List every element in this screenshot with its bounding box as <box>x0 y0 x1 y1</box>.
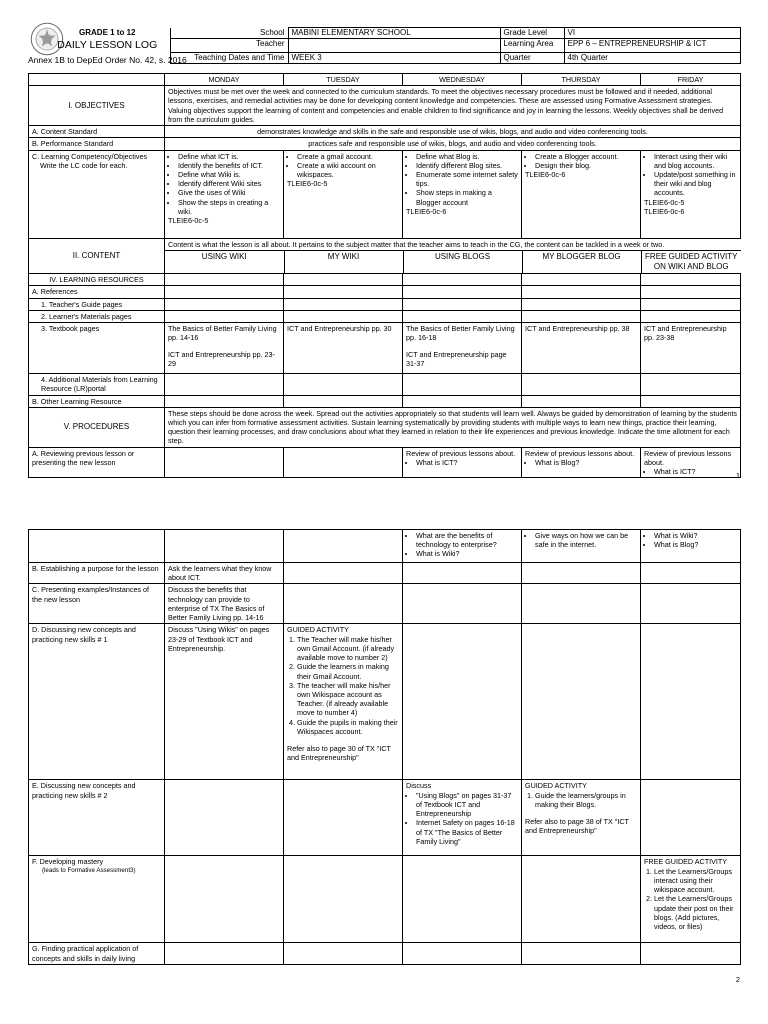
content-note: Content is what the lesson is all about. It pertains to the subject matter that the teacher aims to teach in the CG, the content can be tackled in a week or two. <box>165 239 741 251</box>
list-item: 1. The Teacher will make his/her own Gmail Account. (if already available move to number 2) <box>297 635 399 663</box>
day-friday: FRIDAY <box>641 74 741 86</box>
lc-code: TLEIE6-0c-5 <box>644 197 685 207</box>
proc-c-row <box>29 584 741 624</box>
list-item: • Give ways on how we can be safe in the internet. <box>535 531 637 549</box>
references-label: A. References <box>29 286 165 298</box>
discuss-label: Discuss <box>406 781 432 791</box>
content-title-monday: USING WIKI <box>165 250 284 273</box>
list-item: • Define what Wiki is. <box>178 170 280 179</box>
list-item: • Define what ICT is. <box>178 152 280 161</box>
proc-d-monday: "Using Wikis" on pages 23-29 of Textbook ICT and Entrepreneurship. <box>168 625 270 653</box>
annex-note: Annex 1B to DepEd Order No. 42, s. 2016 <box>28 55 187 65</box>
list-item: • Create a gmail account. <box>297 152 399 161</box>
list-item: 1. Guide the learners/groups in making their Blogs. <box>535 791 637 809</box>
objectives-heading: I. OBJECTIVES <box>29 86 165 126</box>
learning-area-value: EPP 6 – ENTREPRENEURSHIP & ICT <box>564 39 740 52</box>
proc-f-sub: (leads to Formative Assessment3) <box>42 866 136 874</box>
list-item: • Identify different Wiki sites <box>178 179 280 188</box>
list-item: • What is Blog? <box>654 540 737 549</box>
quarter-value: 4th Quarter <box>564 52 740 63</box>
reference-note: Refer also to page 38 of TX "ICT and Entrepreneurship" <box>525 817 629 836</box>
competencies-tuesday <box>284 150 403 238</box>
proc-f-label: F. Developing mastery <box>32 857 104 867</box>
proc-a-row <box>29 447 741 478</box>
proc-c-label: C. Presenting examples/Instances of the new lesson <box>29 584 165 624</box>
discuss-label: Discuss <box>168 625 194 635</box>
grade-level-label: Grade Level <box>500 28 564 39</box>
resources-heading: IV. LEARNING RESOURCES <box>29 274 165 286</box>
objectives-note: Objectives must be met over the week and connected to the curriculum standards. To meet the objectives necessary procedures must be followed and if needed, additional lessons, exercises, and remedial activities may be done for developing content knowledge and competencies. These are assessed using Formative Assessment strategies. Valuing objectives support the learning of content and competencies and enable children to find significance and joy in learning the lessons. Weekly objectives shall be derived from the curriculum guides. <box>165 86 741 126</box>
procedures-heading: V. PROCEDURES <box>29 407 165 447</box>
list-item: • Show the steps in creating a wiki. <box>178 198 280 216</box>
list-item: • Give the uses of Wiki <box>178 188 280 197</box>
discuss-label: Discuss <box>168 585 194 595</box>
other-resource-label: B. Other Learning Resource <box>29 395 165 407</box>
textbook-ref: The Basics of Better Family Living pp. 16-18 <box>406 324 515 343</box>
competencies-sub: Write the LC code for each. <box>40 160 128 170</box>
dates-label: Teaching Dates and Time <box>170 52 288 63</box>
list-item: • What is ICT? <box>654 467 737 476</box>
competencies-friday <box>641 150 741 238</box>
proc-e-label: E. Discussing new concepts and practicing new skills # 2 <box>29 780 165 856</box>
list-item: • Update/post something in their wiki and blog accounts. <box>654 170 737 198</box>
dates-value: WEEK 3 <box>288 52 500 63</box>
textbook-row <box>29 323 741 374</box>
proc-b-row <box>29 563 741 584</box>
list-item: 2. Guide the learners in making their Gmail Account. <box>297 662 399 680</box>
list-item: 1. Let the Learners/Groups interact using their wikispace account. <box>654 867 737 895</box>
proc-d-label: D. Discussing new concepts and practicing new skills # 1 <box>29 624 165 780</box>
additional-materials-label: 4. Additional Materials from Learning Resource (LR)portal <box>29 374 165 395</box>
textbook-ref: ICT and Entrepreneurship pp. 23-29 <box>168 349 275 368</box>
content-title-tuesday: MY WIKI <box>284 250 403 273</box>
list-item: • Design their blog. <box>535 161 637 170</box>
proc-f-row <box>29 856 741 943</box>
learning-area-label: Learning Area <box>500 39 564 52</box>
list-item: 4. Guide the pupils in making their Wikispaces account. <box>297 718 399 736</box>
list-item: • "Using Blogs" on pages 31-37 of Textbook ICT and Entrepreneurship <box>416 791 518 819</box>
performance-standard-text: practices safe and responsible use of wikis, blogs, and audio and video conferencing tools. <box>165 138 741 150</box>
proc-e-row <box>29 780 741 856</box>
textbook-label: 3. Textbook pages <box>29 323 165 374</box>
list-item: • What is Wiki? <box>654 531 737 540</box>
lc-code: TLEIE6-0c-6 <box>406 206 447 216</box>
proc-g-row <box>29 943 741 965</box>
quarter-label: Quarter <box>500 52 564 63</box>
list-item: 2. Let the Learners/Groups update their post on their blogs. (Add pictures, videos, or files) <box>654 894 737 931</box>
list-item: • Identify the benefits of ICT. <box>178 161 280 170</box>
list-item: • What is Wiki? <box>416 549 518 558</box>
content-title-thursday: MY BLOGGER BLOG <box>522 250 641 273</box>
proc-g-label: G. Finding practical application of concepts and skills in daily living <box>29 943 165 965</box>
list-item: • Create a wiki account on wikispaces. <box>297 161 399 179</box>
list-item: • Show steps in making a Blogger account <box>416 188 518 206</box>
performance-standard-label: B. Performance Standard <box>29 138 165 150</box>
proc-a-label: A. Reviewing previous lesson or presenting the new lesson <box>29 447 165 478</box>
review-label: Review of previous lessons about. <box>525 448 635 458</box>
day-thursday: THURSDAY <box>522 74 641 86</box>
review-label: Review of previous lessons about. <box>406 448 516 458</box>
school-label: School <box>170 28 288 39</box>
page-number: 2 <box>735 975 740 984</box>
guided-activity-title: GUIDED ACTIVITY <box>525 781 587 791</box>
competencies-wednesday <box>403 150 522 238</box>
competencies-row <box>29 150 741 238</box>
teacher-value <box>288 39 500 52</box>
list-item: 3. The teacher will make his/her own Wikispace account as Teacher. (if already available move to number 4) <box>297 681 399 718</box>
content-heading: II. CONTENT <box>29 238 165 274</box>
proc-c-monday: the benefits that technology can provide to enterprise of TX The Basics of Better Family Living pp. 14-16 <box>168 585 265 623</box>
content-standard-text: demonstrates knowledge and skills in the safe and responsible use of wikis, blogs, and audio and video conferencing tools. <box>165 126 741 138</box>
list-item: • What is ICT? <box>416 458 518 467</box>
list-item: • Identify different Blog sites. <box>416 161 518 170</box>
free-guided-activity-title: FREE GUIDED ACTIVITY <box>644 857 728 867</box>
day-wednesday: WEDNESDAY <box>403 74 522 86</box>
textbook-ref: ICT and Entrepreneurship pp. 38 <box>525 324 630 334</box>
competencies-label: C. Learning Competency/Objectives <box>32 151 148 161</box>
lesson-log-table-page1 <box>28 73 741 478</box>
competencies-thursday <box>522 150 641 238</box>
grade-level-value: VI <box>564 28 740 39</box>
list-item: • Define what Blog is. <box>416 152 518 161</box>
list-item: • Create a Blogger account. <box>535 152 637 161</box>
day-header-row <box>29 74 741 86</box>
day-tuesday: TUESDAY <box>284 74 403 86</box>
textbook-ref: ICT and Entrepreneurship page 31-37 <box>406 349 507 368</box>
proc-b-monday: Ask the learners what they know about ICT. <box>165 563 284 584</box>
page-number: 1 <box>735 471 740 480</box>
review-label: Review of previous lessons about. <box>644 448 732 467</box>
tg-label: 1. Teacher's Guide pages <box>29 298 165 310</box>
content-title-wednesday: USING BLOGS <box>403 250 522 273</box>
guided-activity-title: GUIDED ACTIVITY <box>287 625 349 635</box>
lc-code: TLEIE6-0c-6 <box>525 169 566 179</box>
list-item: • Enumerate some internet safety tips. <box>416 170 518 188</box>
content-title-friday: FREE GUIDED ACTIVITY ON WIKI AND BLOG <box>641 250 741 273</box>
proc-d-row <box>29 624 741 780</box>
textbook-ref: The Basics of Better Family Living pp. 14-16 <box>168 324 277 343</box>
lesson-log-table-page2 <box>28 529 741 965</box>
list-item: • Internet Safety on pages 16-18 of TX "The Basics of Better Family Living" <box>416 818 518 846</box>
teacher-label: Teacher <box>170 39 288 52</box>
grade-range: GRADE 1 to 12 <box>28 28 170 39</box>
proc-b-label: B. Establishing a purpose for the lesson <box>29 563 165 584</box>
day-monday: MONDAY <box>165 74 284 86</box>
log-title: DAILY LESSON LOG <box>28 39 170 52</box>
lm-label: 2. Learner's Materials pages <box>29 310 165 322</box>
list-item: • What is Blog? <box>535 458 637 467</box>
lc-code: TLEIE6-0c-5 <box>287 179 328 189</box>
competencies-monday <box>165 150 284 238</box>
school-value: MABINI ELEMENTARY SCHOOL <box>288 28 500 39</box>
textbook-ref: ICT and Entrepreneurship pp. 30 <box>287 324 392 334</box>
reference-note: Refer also to page 30 of TX "ICT and Entrepreneurship" <box>287 744 391 763</box>
proc-a-continued-row <box>29 530 741 563</box>
textbook-ref: ICT and Entrepreneurship pp. 23-38 <box>644 324 727 343</box>
lc-code: TLEIE6-0c-6 <box>644 206 685 216</box>
lc-code: TLEIE6-0c-5 <box>168 216 209 226</box>
content-row <box>29 238 741 274</box>
procedures-note: These steps should be done across the week. Spread out the activities appropriately so that students will learn well. Always be guided by demonstration of learning by the students which you can infer from formative assessment activities. Sustain learning systematically by providing students with multiple ways to learn new things, practice their learning, question their learning processes, and draw conclusions about what they learned in relation to their life experiences and previous knowledge. Indicate the time allotment for each step. <box>165 407 741 447</box>
list-item: • Interact using their wiki and blog accounts. <box>654 152 737 170</box>
content-standard-label: A. Content Standard <box>29 126 165 138</box>
list-item: • What are the benefits of technology to enterprise? <box>416 531 518 549</box>
